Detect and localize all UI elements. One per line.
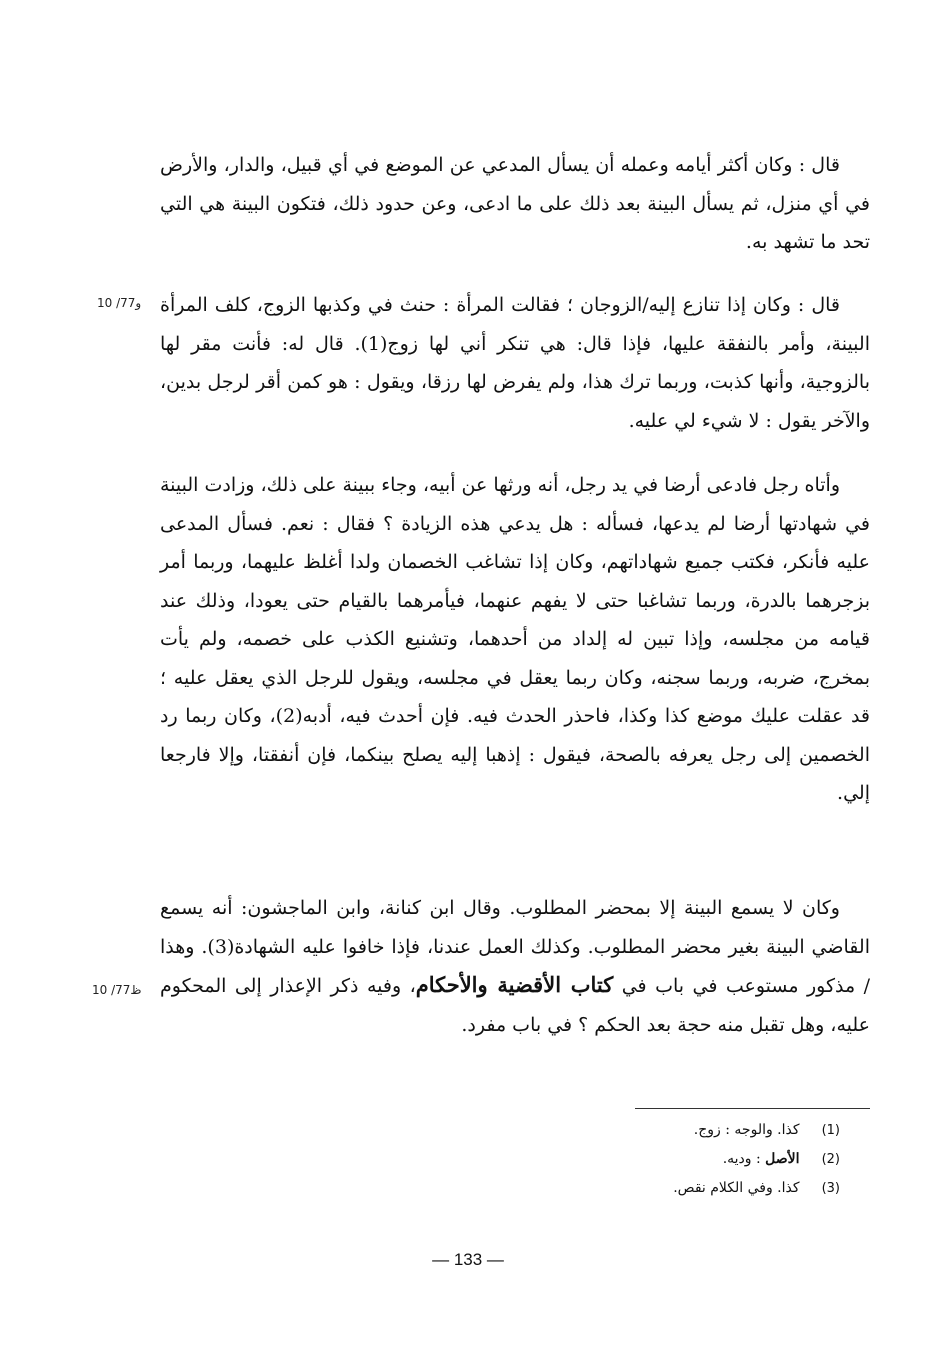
paragraph-text <box>160 889 870 1044</box>
footnote-item <box>560 1116 840 1145</box>
manuscript-folio-marker: 10 /77و <box>97 296 142 310</box>
footnote-body: كذا. والوجه : زوج. <box>693 1122 800 1138</box>
body-paragraph-2 <box>160 286 870 440</box>
body-paragraph-3 <box>160 466 870 813</box>
page-number: — 133 — <box>432 1250 504 1269</box>
footnote-number: (1) <box>821 1123 840 1138</box>
footnote-number: (2) <box>821 1152 840 1167</box>
paragraph-text: وأتاه رجل فادعى أرضا في يد رجل، أنه ورثها عن أبيه، وجاء ببينة على ذلك، وزادت البينة في شهادتها أرضا لم يدعها، فسأله : هل يدعي هذه الزيادة ؟ فقال : نعم. فسأل المدعى عليه فأنكر، فكتب جميع شهاداتهم، وكان إذا تشاغب الخصمان ولدا أغلظ عليهما، وربما أمر بزجرهما بالدرة، وربما تشاغبا حتى لا يفهم عنهما، فيأمرهما بالقيام حتى يعودا، وذلك عند قيامه من مجلسه، وإذا تبين له إلداد من أحدهما، وتشنيع الكذب على خصمه، ولم يأت بمخرج، ضربه، وربما سجنه، وكان ربما يعقل في مجلسه، ويقول للرجل الذي يعقل عليه ؛ قد عقلت عليك موضع كذا وكذا، فاحذر الحدث فيه. فإن أحدث فيه، أدبه(2)، وكان ربما رد الخصمين إلى رجل يعرفه بالصحة، فيقول : إذهبا إليه يصلح بينكما، فإن أنفقتا، وإلا فارجعا إلي. <box>160 474 870 804</box>
footnote-text <box>723 1151 800 1167</box>
footnote-lead: الأصل <box>765 1151 800 1167</box>
paragraph-text-part: ، وفيه ذكر الإعذار إلى المحكوم عليه، وهل تقبل منه حجة بعد الحكم ؟ في باب مفرد. <box>160 975 870 1036</box>
manuscript-folio-marker: 10 /77ظ <box>92 983 142 997</box>
footnote-body: كذا. وفي الكلام نقص. <box>673 1180 800 1196</box>
book-title-reference: كتاب الأقضية والأحكام <box>415 972 614 997</box>
body-paragraph-1 <box>160 146 870 262</box>
paragraph-text: قال : وكان إذا تنازع إليه/الزوجان ؛ فقالت المرأة : حنث في وكذبها الزوج، كلف المرأة البينة، وأمر بالنفقة عليها، فإذا قال: هي تنكر أني لها زوج(1). قال له: فأنت مقر لها بالزوجية، وأنها كذبت، وربما ترك هذا، ولم يفرض لها رزقا، ويقول : هو كمن أقر لرجل بدين، والآخر يقول : لا شيء لي عليه. <box>160 294 870 432</box>
footnote-number: (3) <box>821 1181 840 1196</box>
footnote-item <box>560 1174 840 1203</box>
footnote-separator <box>635 1108 870 1109</box>
footnote-item <box>560 1145 840 1174</box>
paragraph-text-part: وكان لا يسمع البينة إلا بمحضر المطلوب. وقال ابن كنانة، وابن الماجشون: أنه يسمع القاضي البينة بغير محضر المطلوب. وكذلك العمل عندنا، فإذا خافوا عليه الشهادة(3). وهذا / مذكور مستوعب في باب في <box>160 897 870 997</box>
footnote-text <box>694 1122 800 1138</box>
body-paragraph-4 <box>160 889 870 1044</box>
footnotes-list <box>560 1116 840 1203</box>
paragraph-text: قال : وكان أكثر أيامه وعمله أن يسأل المدعي عن الموضع في أي قبيل، والدار، والأرض في أي منزل، ثم يسأل البينة بعد ذلك على ما ادعى، وعن حدود ذلك، فتكون البينة هي التي تحد ما تشهد به. <box>160 154 870 253</box>
footnote-text <box>673 1180 799 1196</box>
footnote-body: : وديه. <box>722 1151 766 1167</box>
